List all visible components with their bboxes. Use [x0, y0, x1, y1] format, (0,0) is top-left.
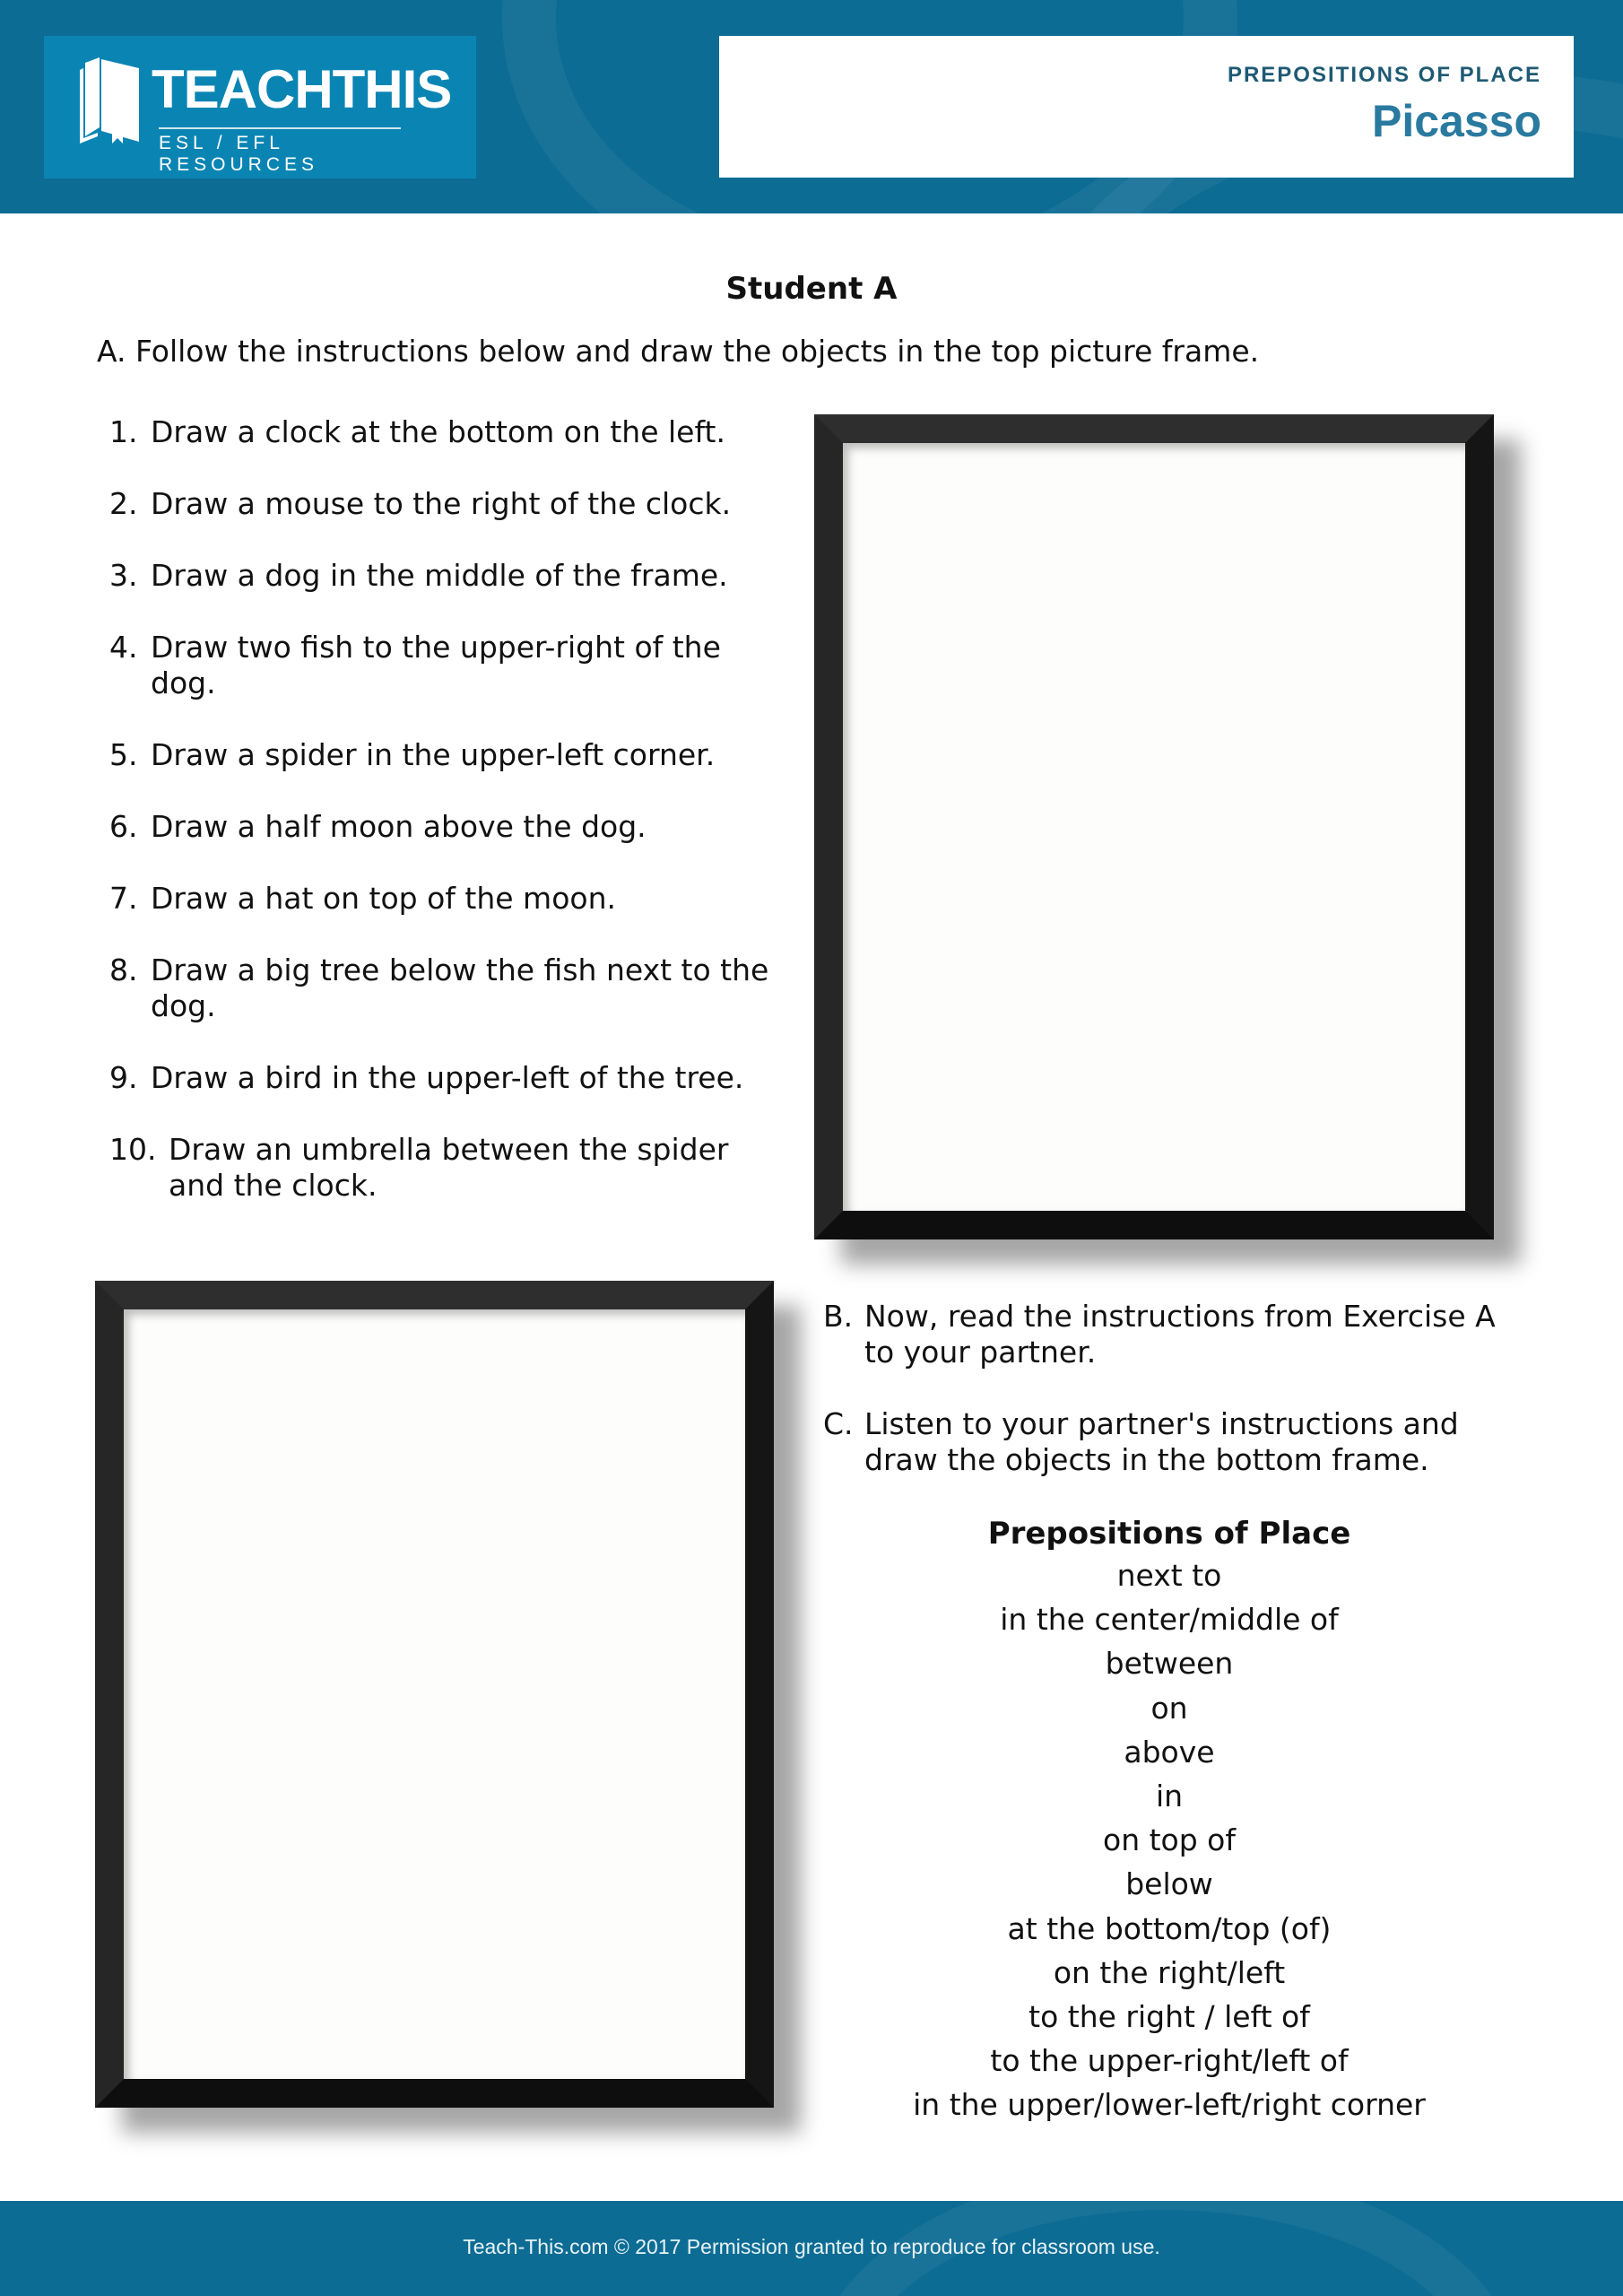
- drawing-area[interactable]: [843, 443, 1465, 1211]
- bottom-picture-frame[interactable]: [95, 1281, 774, 2108]
- step-item: [104, 414, 803, 450]
- instruction-letter: C.: [823, 1406, 854, 1441]
- topic-label: PREPOSITIONS OF PLACE: [1227, 63, 1541, 87]
- preposition-item: on top of: [1103, 1822, 1236, 1858]
- step-item: [104, 558, 803, 594]
- step-number: 3.: [109, 558, 138, 593]
- step-item: [104, 881, 803, 917]
- step-text: Draw a bird in the upper-left of the tree.: [151, 1060, 744, 1095]
- preposition-item: in the center/middle of: [1000, 1602, 1339, 1638]
- step-number: 8.: [109, 952, 138, 987]
- step-text: Draw a dog in the middle of the frame.: [151, 558, 728, 593]
- drawing-area[interactable]: [124, 1309, 745, 2079]
- page-footer: [0, 2201, 1623, 2296]
- step-number: 6.: [109, 809, 138, 844]
- step-item: [104, 737, 803, 773]
- step-item: [104, 486, 803, 522]
- preposition-item: at the bottom/top (of): [1007, 1910, 1332, 1946]
- instruction-a: A. Follow the instructions below and draw the objects in the top picture frame.: [97, 334, 1260, 369]
- preposition-item: in: [1155, 1779, 1184, 1814]
- prepositions-box: [807, 1514, 1532, 2127]
- step-number: 10.: [109, 1132, 157, 1167]
- instruction-text: Listen to your partner's instructions and draw the objects in the bottom frame.: [864, 1406, 1459, 1477]
- instruction-text: Now, read the instructions from Exercise A to your partner.: [864, 1299, 1496, 1370]
- step-item: [104, 809, 803, 845]
- copyright-text: Teach-This.com © 2017 Permission granted to reproduce for classroom use.: [463, 2235, 1160, 2258]
- step-item: [104, 952, 803, 1024]
- logo-tagline: ESL / EFL RESOURCES: [159, 127, 401, 176]
- top-picture-frame[interactable]: [814, 414, 1494, 1239]
- preposition-item: in the upper/lower-left/right corner: [913, 2087, 1426, 2123]
- preposition-item: between: [1105, 1646, 1234, 1682]
- preposition-item: below: [1125, 1866, 1213, 1902]
- step-text: Draw a mouse to the right of the clock.: [151, 486, 732, 521]
- step-item: [104, 630, 803, 701]
- step-item: [104, 1060, 803, 1096]
- step-text: Draw an umbrella between the spider and the clock.: [169, 1132, 729, 1203]
- worksheet-title: Picasso: [1371, 96, 1541, 146]
- instructions-bc: [823, 1299, 1532, 1514]
- page-header: [0, 0, 1623, 213]
- preposition-item: above: [1124, 1734, 1215, 1770]
- step-text: Draw two fish to the upper-right of the dog.: [151, 630, 721, 700]
- preposition-item: next to: [1116, 1558, 1222, 1593]
- step-text: Draw a hat on top of the moon.: [151, 881, 616, 916]
- student-heading: Student A: [725, 271, 898, 307]
- step-text: Draw a clock at the bottom on the left.: [151, 414, 725, 449]
- preposition-item: to the upper-right/left of: [990, 2043, 1349, 2079]
- instruction-c: [823, 1406, 1532, 1478]
- instruction-b: [823, 1299, 1532, 1370]
- logo-wordmark: TEACHTHIS: [152, 59, 452, 119]
- step-text: Draw a spider in the upper-left corner.: [151, 737, 716, 772]
- instruction-letter: B.: [823, 1299, 854, 1334]
- preposition-item: on: [1150, 1690, 1188, 1726]
- title-panel: [719, 36, 1574, 178]
- prepositions-title: Prepositions of Place: [987, 1516, 1351, 1552]
- step-number: 4.: [109, 630, 138, 665]
- steps-list: [104, 414, 803, 1239]
- step-number: 2.: [109, 486, 138, 521]
- book-icon: [76, 56, 144, 145]
- step-number: 5.: [109, 737, 138, 772]
- step-item: [104, 1132, 803, 1204]
- preposition-item: to the right / left of: [1028, 1999, 1310, 2035]
- step-number: 1.: [109, 414, 138, 449]
- step-number: 9.: [109, 1060, 138, 1095]
- step-number: 7.: [109, 881, 138, 916]
- preposition-item: on the right/left: [1053, 1954, 1286, 1990]
- step-text: Draw a big tree below the fish next to the dog.: [151, 952, 769, 1023]
- step-text: Draw a half moon above the dog.: [151, 809, 647, 844]
- teachthis-logo[interactable]: [44, 36, 476, 178]
